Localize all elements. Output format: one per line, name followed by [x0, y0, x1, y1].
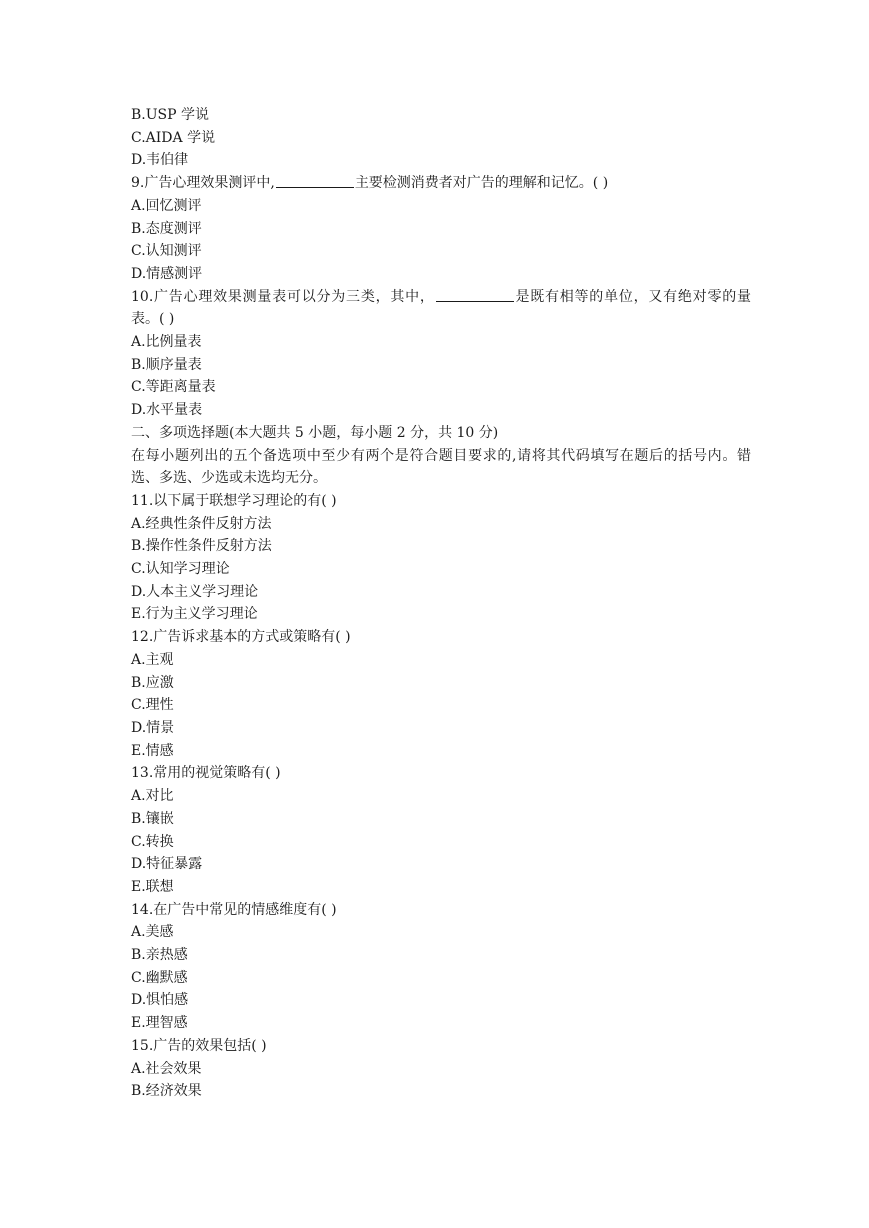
question-15-option-b: B.经济效果	[131, 1083, 202, 1100]
question-10-option-c: C.等距离量表	[131, 379, 216, 396]
question-13-option-e: E.联想	[131, 878, 174, 895]
question-14-option-d: D.惧怕感	[131, 992, 189, 1009]
question-9-stem-after: 主要检测消费者对广告的理解和记忆。( )	[354, 175, 609, 192]
question-9-blank	[276, 173, 354, 188]
section-2-heading: 二、多项选择题(本大题共 5 小题，每小题 2 分，共 10 分)	[131, 424, 499, 441]
question-14-stem: 14.在广告中常见的情感维度有( )	[131, 901, 337, 918]
question-10-option-b: B.顺序量表	[131, 356, 202, 373]
question-12-stem: 12.广告诉求基本的方式或策略有( )	[131, 629, 351, 646]
question-15-stem: 15.广告的效果包括( )	[131, 1037, 267, 1054]
question-12-option-e: E.情感	[131, 742, 174, 759]
question-14-option-c: C.幽默感	[131, 969, 188, 986]
question-14-option-e: E.理智感	[131, 1015, 188, 1032]
question-15-option-a: A.社会效果	[131, 1060, 202, 1077]
question-9-option-b: B.态度测评	[131, 220, 202, 237]
question-9-option-a: A.回忆测评	[131, 197, 202, 214]
question-13-stem: 13.常用的视觉策略有( )	[131, 765, 281, 782]
question-12-option-a: A.主观	[131, 651, 174, 668]
question-9-option-c: C.认知测评	[131, 243, 202, 260]
question-10-blank	[436, 287, 514, 302]
question-10-stem-before: 10.广告心理效果测量表可以分为三类，其中，	[131, 288, 435, 305]
question-14-option-a: A.美感	[131, 924, 174, 941]
section-2-instructions: 在每小题列出的五个备选项中至少有两个是符合题目要求的,请将其代码填写在题后的括号内。错选、多选、少选或未选均无分。	[131, 447, 751, 487]
question-10-option-d: D.水平量表	[131, 402, 203, 419]
question-10-stem	[131, 286, 751, 331]
option-prev-d: D.韦伯律	[131, 152, 189, 169]
option-prev-c: C.AIDA 学说	[131, 129, 216, 146]
question-11-option-d: D.人本主义学习理论	[131, 583, 259, 600]
question-9-stem	[131, 172, 751, 195]
question-13-option-a: A.对比	[131, 788, 174, 805]
question-13-option-c: C.转换	[131, 833, 174, 850]
question-12-option-c: C.理性	[131, 697, 174, 714]
question-11-option-c: C.认知学习理论	[131, 561, 230, 578]
question-11-option-b: B.操作性条件反射方法	[131, 538, 272, 555]
question-13-option-d: D.特征暴露	[131, 856, 203, 873]
question-14-option-b: B.亲热感	[131, 947, 188, 964]
question-11-option-e: E.行为主义学习理论	[131, 606, 258, 623]
question-12-option-d: D.情景	[131, 719, 175, 736]
question-10-option-a: A.比例量表	[131, 334, 202, 351]
option-prev-b: B.USP 学说	[131, 107, 209, 123]
question-11-option-a: A.经典性条件反射方法	[131, 515, 272, 532]
question-9-stem-before: 9.广告心理效果测评中,	[131, 175, 275, 192]
question-11-stem: 11.以下属于联想学习理论的有( )	[131, 492, 337, 509]
document-body	[131, 104, 751, 1103]
question-10-stem-after: 是既有相等的单位，又有绝对零的量表。( )	[131, 288, 751, 328]
question-13-option-b: B.镶嵌	[131, 810, 174, 827]
question-9-option-d: D.情感测评	[131, 265, 203, 282]
question-12-option-b: B.应激	[131, 674, 174, 691]
